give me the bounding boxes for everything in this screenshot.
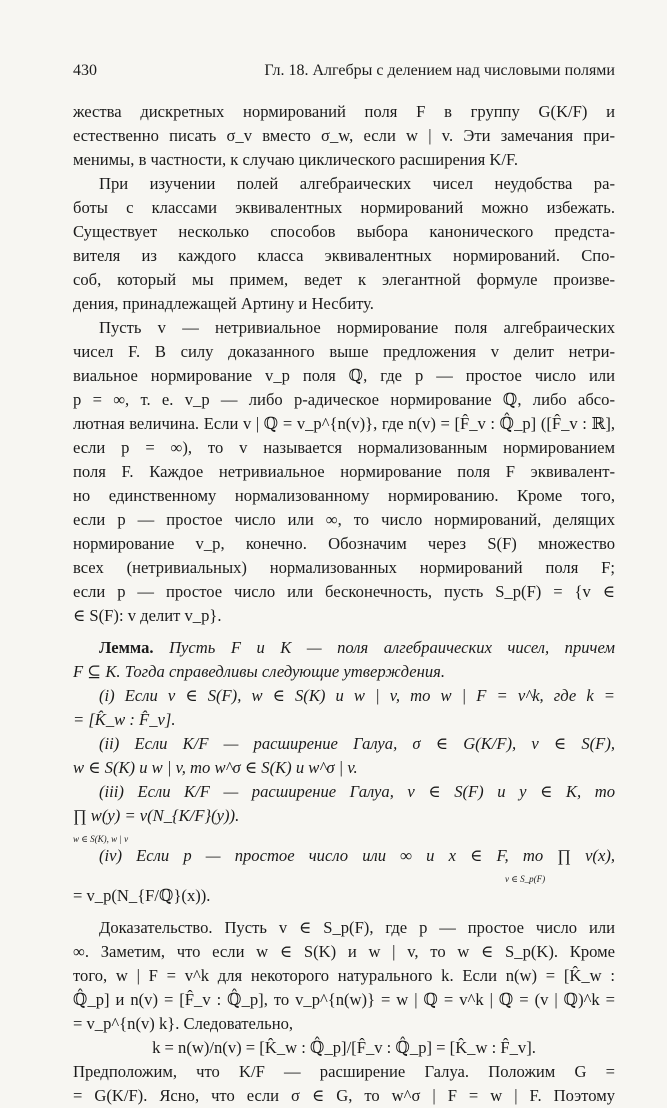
proof-line: = v_p^{n(v) k}. Следовательно, — [73, 1014, 294, 1033]
display-formula: k = n(w)/n(v) = [K̂_w : ℚ̂_p]/[F̂_v : ℚ̂_p] = [K̂_w : F̂_v]. — [152, 1038, 536, 1057]
proof-line: = G(K/F). Ясно, что если σ ∈ G, то w^σ | F = w | F. Поэтому — [73, 1086, 615, 1105]
text-line: поля F. Каждое нетривиальное нормирование поля F эквивалент- — [73, 462, 615, 481]
lemma-item-i: (i) Если v ∈ S(F), w ∈ S(K) и w | v, то w | F = v^k, где k = — [99, 686, 615, 705]
proof-line: Доказательство. Пусть v ∈ S_p(F), где p — простое число или — [99, 918, 615, 937]
text-line: p = ∞, т. е. v_p — либо p-адическое нормирование ℚ, либо абсо- — [73, 390, 615, 409]
text-line: боты с классами эквивалентных нормирований можно избежать. — [73, 198, 615, 217]
lemma-item-i: = [K̂_w : F̂_v]. — [73, 710, 176, 729]
proof-line: Предположим, что K/F — расширение Галуа. Положим G = — [73, 1062, 615, 1081]
product-subscript: w ∈ S(K), w | v — [73, 834, 129, 844]
lemma-item-iv — [73, 844, 615, 884]
text-line: менимы, в частности, к случаю циклического расширения K/F. — [73, 150, 519, 169]
text-line: всех (нетривиальных) нормализованных нормирований поля F; — [73, 558, 615, 577]
running-title: Гл. 18. Алгебры с делением над числовыми полями — [264, 62, 615, 79]
page-number: 430 — [73, 62, 97, 79]
text-line: виальное нормирование v_p поля ℚ, где p — простое число или — [73, 366, 615, 385]
proof-line: того, w | F = v^k для некоторого натурального k. Если n(w) = [K̂_w : — [73, 966, 615, 985]
lemma-item-ii: w ∈ S(K) и w | v, то w^σ ∈ S(K) и w^σ | v. — [73, 758, 358, 777]
text-line: естественно писать σ_v вместо σ_w, если w | v. Эти замечания при- — [73, 126, 615, 145]
lemma-item-iv-text: (iv) Если p — простое число или ∞ и x ∈ F, то ∏ v(x), — [99, 846, 615, 865]
text-line: если p — простое число или ∞, то число нормирований, делящих — [73, 510, 615, 529]
product-formula: ∏ w(y) = v(N_{K/F}(y)). — [73, 806, 240, 825]
text-line: дения, принадлежащей Артину и Несбиту. — [73, 294, 374, 313]
lemma-item-iii: (iii) Если K/F — расширение Галуа, v ∈ S(F) и y ∈ K, то — [99, 782, 615, 801]
text-line: Пусть v — нетривиальное нормирование поля алгебраических — [99, 318, 615, 337]
text-line: если p — простое число или бесконечность, пусть S_p(F) = {v ∈ — [73, 582, 615, 601]
text-line: если p = ∞), то v называется нормализованным нормированием — [73, 438, 615, 457]
proof-line: ℚ̂_p] и n(v) = [F̂_v : ℚ̂_p], то v_p^{n(w)} = w | ℚ = v^k | ℚ = (v | ℚ)^k = — [73, 990, 615, 1009]
lemma-statement — [73, 636, 615, 660]
text-line: но единственному нормализованному нормированию. Кроме того, — [73, 486, 615, 505]
lemma-statement-line: Пусть F и K — поля алгебраических чисел, причем — [169, 638, 616, 657]
text-line: жества дискретных нормирований поля F в группу G(K/F) и — [73, 102, 615, 121]
text-line: ∈ S(F): v делит v_p}. — [73, 606, 222, 625]
text-line: чисел F. В силу доказанного выше предложения v делит нетри- — [73, 342, 615, 361]
text-line: соб, который мы примем, ведет к элегантной формуле произве- — [73, 270, 615, 289]
text-line: нормирование v_p, конечно. Обозначим через S(F) множество — [73, 534, 615, 553]
lemma-item-ii: (ii) Если K/F — расширение Галуа, σ ∈ G(K/F), v ∈ S(F), — [99, 734, 615, 753]
text-line: вителя из каждого класса эквивалентных нормирований. Спо- — [73, 246, 615, 265]
product-subscript: v ∈ S_p(F) — [505, 874, 546, 884]
lemma-statement-line: F ⊆ K. Тогда справедливы следующие утверждения. — [73, 662, 445, 681]
text-line: Существует несколько способов выбора канонического предста- — [73, 222, 615, 241]
page-body — [73, 100, 615, 1108]
text-line: лютная величина. Если v | ℚ = v_p^{n(v)}, где n(v) = [F̂_v : ℚ̂_p] ([F̂_v : ℝ], — [73, 414, 615, 433]
lemma-item-iv: = v_p(N_{F/ℚ}(x)). — [73, 886, 211, 905]
proof-line: ∞. Заметим, что если w ∈ S(K) и w | v, то w ∈ S_p(K). Кроме — [73, 942, 615, 961]
lemma-heading: Лемма. — [99, 638, 154, 657]
text-line: При изучении полей алгебраических чисел неудобства ра- — [99, 174, 615, 193]
lemma-item-iii-product — [73, 804, 615, 844]
